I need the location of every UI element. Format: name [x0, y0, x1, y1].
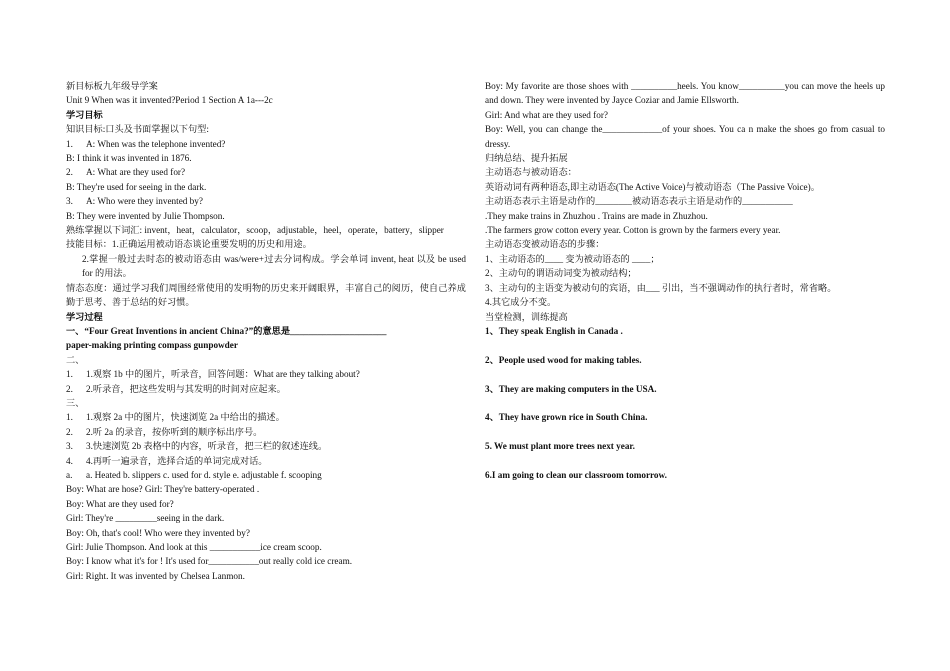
text-line: .The farmers grow cotton every year. Cotton is grown by the farmers every year.	[485, 225, 781, 236]
text-line: 三、	[66, 397, 85, 408]
bold-line: 4、They have grown rice in South China.	[485, 412, 648, 423]
item-text: A: Who were they invented by?	[86, 196, 203, 207]
section-heading: 学习过程	[66, 311, 103, 322]
section-heading: 学习目标	[66, 109, 103, 120]
bold-line: 6.I am going to clean our classroom tomorrow.	[485, 469, 667, 480]
item-text: a. Heated b. slippers c. used for d. style e. adjustable f. scooping	[86, 469, 322, 480]
text-line: 技能目标：1.正确运用被动语态谈论重要发明的历史和用途。	[66, 239, 312, 250]
text-line: Girl: They're _________seeing in the dark.	[66, 513, 225, 524]
bold-line: 1、They speak English in Canada .	[485, 325, 623, 336]
numbered-item	[66, 454, 466, 468]
numbered-item	[66, 137, 466, 151]
item-text: 3.快速浏览 2b 表格中的内容，听录音，把三栏的叙述连线。	[86, 441, 328, 452]
numbered-item	[66, 425, 466, 439]
text-line: 4.其它成分不变。	[485, 297, 557, 308]
item-number: a.	[66, 469, 73, 480]
item-number: 3.	[66, 441, 73, 452]
text-line: Girl: Julie Thompson. And look at this ___________ice cream scoop.	[66, 542, 322, 552]
text-line: Girl: Right. It was invented by Chelsea Lanmon.	[66, 570, 245, 581]
text-line: 知识目标:口头及书面掌握以下句型:	[66, 124, 209, 135]
item-text: 1.观察 1b 中的图片，听录音，回答问题：What are they talking about?	[86, 369, 360, 380]
item-number: 1.	[66, 369, 73, 380]
left-column	[66, 79, 466, 583]
paragraph: 情态态度：通过学习我们周围经常使用的发明物的历史来开阔眼界，丰富自己的阅历，使自己养成勤于思考、善于总结的好习惯。	[66, 282, 466, 308]
numbered-item	[66, 410, 466, 424]
blank-answer-line	[485, 396, 885, 410]
doc-subtitle: Unit 9 When was it invented?Period 1 Section A 1a---2c	[66, 95, 273, 106]
text-line: B: They're used for seeing in the dark.	[66, 181, 207, 192]
text-line: Girl: And what are they used for?	[485, 109, 608, 120]
text-line: 当堂检测，训练提高	[485, 311, 568, 322]
item-number: 2.	[66, 167, 73, 178]
item-number: 2.	[66, 383, 73, 394]
text-line: Boy: What are they used for?	[66, 498, 174, 509]
paragraph: Boy: My favorite are those shoes with __________heels. You know__________you can move the heels up and down. They were invented by Jayce Coziar and Jamie Ellsworth.	[485, 81, 885, 106]
text-line: 3、主动句的主语变为被动句的宾语，由___ 引出，当不强调动作的执行者时，常省略。	[485, 282, 837, 293]
text-line: Boy: Oh, that's cool! Who were they invented by?	[66, 527, 250, 538]
text-line: 2、主动句的谓语动词变为被动结构；	[485, 268, 637, 279]
item-number: 1.	[66, 412, 73, 423]
text-line: 归纳总结、提升拓展	[485, 153, 568, 164]
item-text: 1.观察 2a 中的图片，快速浏览 2a 中给出的描述。	[86, 412, 285, 423]
item-text: 2.听录音，把这些发明与其发明的时间对应起来。	[86, 383, 286, 394]
numbered-item	[66, 165, 466, 179]
text-line: Boy: I know what it's for ! It's used for___________out really cold ice cream.	[66, 556, 353, 567]
paragraph: Boy: Well, you can change the_____________of your shoes. You ca n make the shoes go from casual to dressy.	[485, 124, 885, 149]
item-text: 2.听 2a 的录音，按你听到的顺序标出序号。	[86, 426, 263, 437]
text-line: 主动语态与被动语态：	[485, 167, 577, 178]
blank-answer-line	[485, 425, 885, 439]
right-column	[485, 79, 885, 482]
text-line: 1、主动语态的____ 变为被动语态的 ____；	[485, 253, 660, 264]
numbered-item	[66, 468, 466, 482]
numbered-item	[66, 382, 466, 396]
bold-line: 3、They are making computers in the USA.	[485, 383, 657, 394]
text-line: 主动语态变被动语态的步骤：	[485, 239, 605, 250]
numbered-item	[66, 194, 466, 208]
text-line: 熟练掌握以下词汇: invent，heat，calculator，scoop，adjustable，heel，operate，battery，slipper	[66, 225, 444, 236]
item-number: 2.	[66, 426, 73, 437]
numbered-item	[66, 439, 466, 453]
text-line: B: They were invented by Julie Thompson.	[66, 210, 225, 221]
item-number: 4.	[66, 455, 73, 466]
item-number: 1.	[66, 138, 73, 149]
numbered-item	[66, 367, 466, 381]
bold-line: 2、People used wood for making tables.	[485, 354, 642, 365]
bold-line: paper-making printing compass gunpowder	[66, 340, 238, 351]
blank-answer-line	[485, 367, 885, 381]
bold-line: 一、“Four Great Inventions in ancient China?”的意思是_____________________	[66, 325, 387, 336]
blank-answer-line	[485, 454, 885, 468]
paragraph: 2.掌握一般过去时态的被动语态由 was/were+过去分词构成。学会单词 invent, heat 以及 be used for 的用法。	[82, 253, 466, 279]
blank-answer-line	[485, 338, 885, 352]
text-line: Boy: What are hose? Girl: They're battery-operated .	[66, 484, 260, 495]
item-text: A: When was the telephone invented?	[86, 138, 226, 149]
text-line: 主动语态表示主语是动作的________被动语态表示主语是动作的___________	[485, 196, 793, 207]
text-line: 英语动词有两种语态,即主动语态(The Active Voice)与被动语态（The Passive Voice)。	[485, 181, 820, 192]
item-number: 3.	[66, 196, 73, 207]
item-text: A: What are they used for?	[86, 167, 186, 178]
text-line: .They make trains in Zhuzhou . Trains are made in Zhuzhou.	[485, 210, 708, 221]
text-line: 二、	[66, 354, 85, 365]
item-text: 4.再听一遍录音，选择合适的单词完成对话。	[86, 455, 268, 466]
bold-line: 5. We must plant more trees next year.	[485, 441, 635, 452]
text-line: B: I think it was invented in 1876.	[66, 153, 192, 164]
doc-title: 新目标板九年级导学案	[66, 81, 158, 91]
